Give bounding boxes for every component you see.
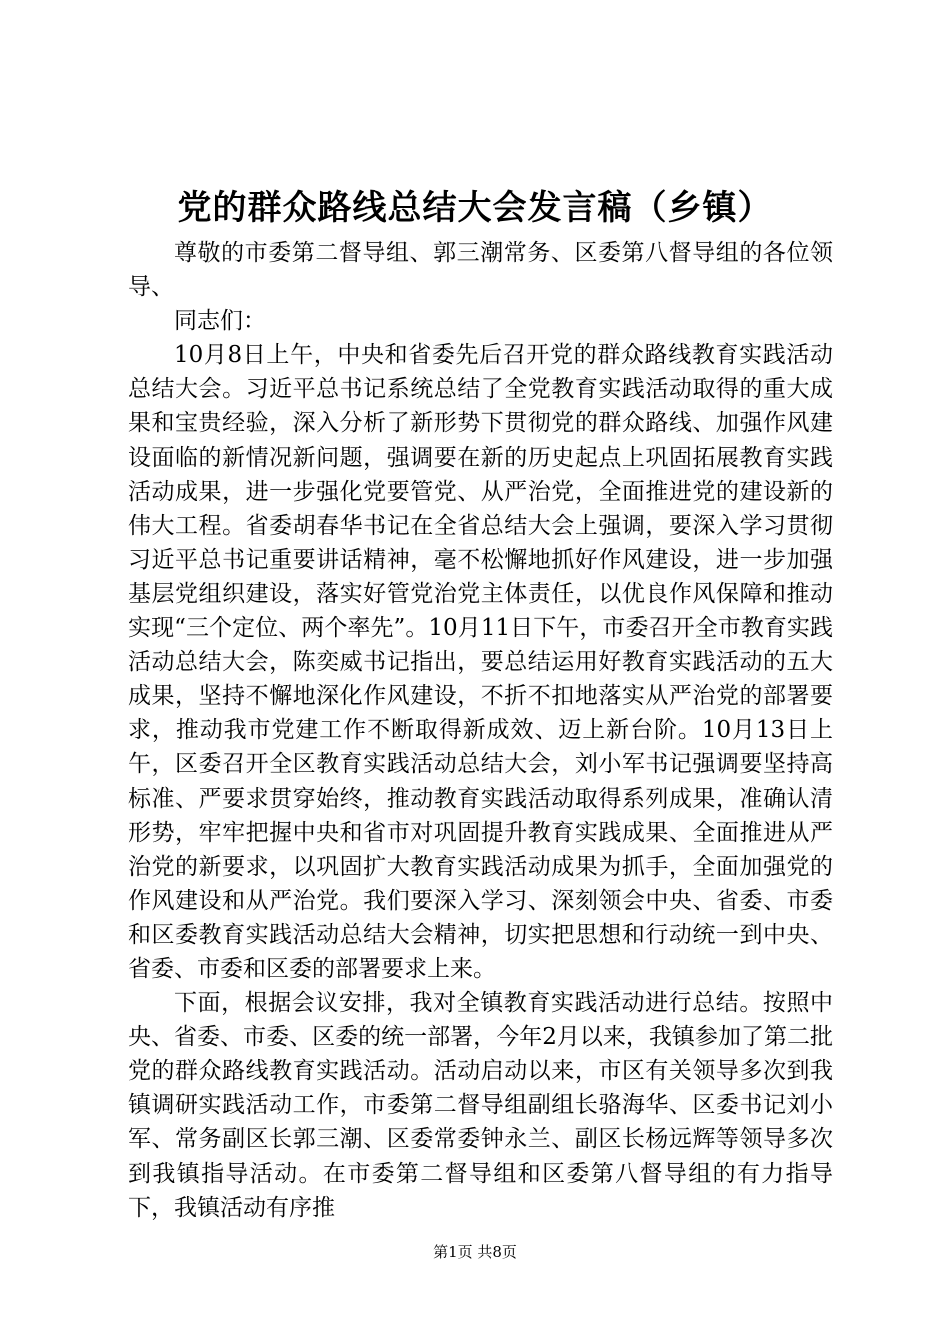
document-body	[128, 236, 833, 1225]
salutation-paragraph: 尊敬的市委第二督导组、郭三潮常务、区委第八督导组的各位领导、	[128, 240, 833, 301]
body-paragraph: 10月8日上午，中央和省委先后召开党的群众路线教育实践活动总结大会。习近平总书记系统总结了全党教育实践活动取得的重大成果和宝贵经验，深入分析了新形势下贯彻党的群众路线、加强作风建设面临的新情况新问题，强调要在新的历史起点上巩固拓展教育实践活动成果，进一步强化党要管党、从严治党，全面推进党的建设新的伟大工程。省委胡春华书记在全省总结大会上强调，要深入学习贯彻习近平总书记重要讲话精神，毫不松懈地抓好作风建设，进一步加强基层党组织建设，落实好管党治党主体责任，以优良作风保障和推动实现“三个定位、两个率先”。10月11日下午，市委召开全市教育实践活动总结大会，陈奕威书记指出，要总结运用好教育实践活动的五大成果，坚持不懈地深化作风建设，不折不扣地落实从严治党的部署要求，推动我市党建工作不断取得新成效、迈上新台阶。10月13日上午，区委召开全区教育实践活动总结大会，刘小军书记强调要坚持高标准、严要求贯穿始终，推动教育实践活动取得系列成果，准确认清形势，牢牢把握中央和省市对巩固提升教育实践成果、全面推进从严治党的新要求，以巩固扩大教育实践活动成果为抓手，全面加强党的作风建设和从严治党。我们要深入学习、深刻领会中央、省委、市委和区委教育实践活动总结大会精神，切实把思想和行动统一到中央、省委、市委和区委的部署要求上来。	[128, 342, 833, 982]
page-number-footer: 第1页 共8页	[433, 1243, 517, 1261]
body-paragraph: 下面，根据会议安排，我对全镇教育实践活动进行总结。按照中央、省委、市委、区委的统一部署，今年2月以来，我镇参加了第二批党的群众路线教育实践活动。活动启动以来，市区有关领导多次到我镇调研实践活动工作，市委第二督导组副组长骆海华、区委书记刘小军、常务副区长郭三潮、区委常委钟永兰、副区长杨远辉等领导多次到我镇指导活动。在市委第二督导组和区委第八督导组的有力指导下，我镇活动有序推	[128, 990, 833, 1221]
document-title: 党的群众路线总结大会发言稿（乡镇）	[177, 188, 773, 228]
salutation-comrades: 同志们：	[174, 308, 266, 335]
